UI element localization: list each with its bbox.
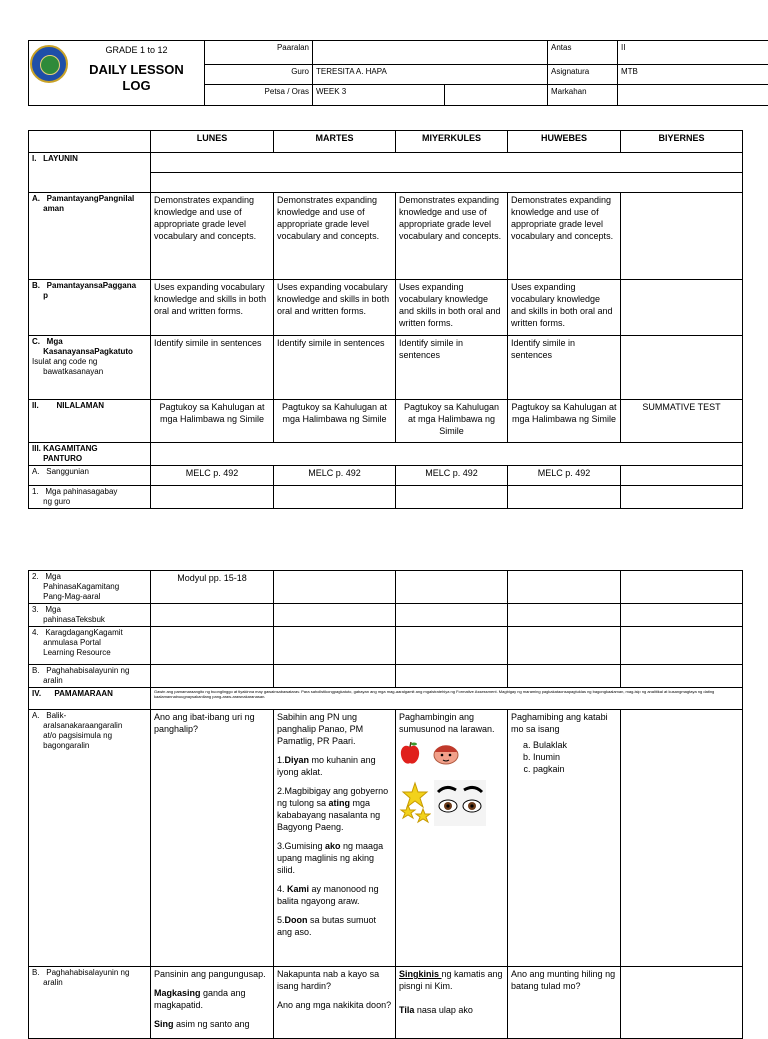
grade-range: GRADE 1 to 12 bbox=[69, 44, 204, 56]
other-resources-label: B. Paghahabisalayunin ng aralin bbox=[29, 665, 151, 688]
learner-materials-fri bbox=[621, 571, 743, 604]
grade-level-label: Antas bbox=[548, 41, 618, 65]
review-tue-item-3: 3.Gumising ako ng maaga upang maglinis ng aking silid. bbox=[277, 840, 392, 876]
textbook-label: 3. Mga pahinasaTeksbuk bbox=[29, 604, 151, 627]
competency-label bbox=[29, 336, 151, 400]
review-thu bbox=[508, 710, 621, 967]
lr-portal-tue bbox=[274, 627, 396, 665]
review-tue-item-2: 2.Magbibigay ang gobyerno ng tulong sa ating mga kababayang nasalanta ng Bagyong Paeng. bbox=[277, 785, 392, 833]
references-fri bbox=[621, 466, 743, 486]
content-standard-mon: Demonstrates expanding knowledge and use of appropriate grade level vocabulary and concepts. bbox=[151, 193, 274, 280]
other-resources-wed bbox=[396, 665, 508, 688]
learner-materials-thu bbox=[508, 571, 621, 604]
date-label: Petsa / Oras bbox=[205, 85, 313, 106]
purpose-wed-2: Tila nasa ulap ako bbox=[399, 1004, 504, 1016]
teacher-guide-mon bbox=[151, 486, 274, 509]
school-value bbox=[313, 41, 548, 65]
apple-icon bbox=[399, 741, 421, 765]
textbook-tue bbox=[274, 604, 396, 627]
content-standard-fri bbox=[621, 193, 743, 280]
teacher-value: TERESITA A. HAPA bbox=[313, 64, 548, 85]
competency-fri bbox=[621, 336, 743, 400]
purpose-tue-2: Ano ang mga nakikita doon? bbox=[277, 999, 392, 1011]
teacher-guide-tue bbox=[274, 486, 396, 509]
purpose-mon bbox=[151, 967, 274, 1039]
content-fri: SUMMATIVE TEST bbox=[621, 400, 743, 443]
performance-standard-fri bbox=[621, 280, 743, 336]
lr-portal-label: 4. KaragdagangKagamit anmulasa Portal Learning Resource bbox=[29, 627, 151, 665]
content-wed: Pagtukoy sa Kahulugan at mga Halimbawa ng Simile bbox=[396, 400, 508, 443]
performance-standard-label: B. PamantayansaPaggana p bbox=[29, 280, 151, 336]
resources-value bbox=[151, 443, 743, 466]
review-tue-intro: Sabihin ang PN ung panghalip Panao, PM Pamatlig, PR Paari. bbox=[277, 711, 392, 747]
purpose-tue bbox=[274, 967, 396, 1039]
content-standard-thu: Demonstrates expanding knowledge and use of appropriate grade level vocabulary and concepts. bbox=[508, 193, 621, 280]
lr-portal-fri bbox=[621, 627, 743, 665]
list-item: b. Inumin bbox=[533, 751, 617, 763]
content-standard-label: A. PamantayangPangnilal aman bbox=[29, 193, 151, 280]
date-extra bbox=[445, 85, 548, 106]
purpose-tue-1: Nakapunta nab a kayo sa isang hardin? bbox=[277, 968, 392, 992]
review-mon: Ano ang ibat-ibang uri ng panghalip? bbox=[151, 710, 274, 967]
review-tue bbox=[274, 710, 396, 967]
doc-title-line2: LOG bbox=[69, 78, 204, 94]
competency-mon: Identify simile in sentences bbox=[151, 336, 274, 400]
day-tuesday: MARTES bbox=[274, 131, 396, 153]
procedure-label: IV. PAMAMARAAN bbox=[29, 688, 151, 710]
lr-portal-thu bbox=[508, 627, 621, 665]
review-fri bbox=[621, 710, 743, 967]
purpose-mon-intro: Pansinin ang pangungusap. bbox=[154, 968, 270, 980]
purpose-mon-1: Magkasing ganda ang magkapatid. bbox=[154, 987, 270, 1011]
content-mon: Pagtukoy sa Kahulugan at mga Halimbawa ng Simile bbox=[151, 400, 274, 443]
textbook-mon bbox=[151, 604, 274, 627]
list-item: a. Bulaklak bbox=[533, 739, 617, 751]
review-wed-images-row2 bbox=[399, 779, 504, 827]
lr-portal-wed bbox=[396, 627, 508, 665]
content-standard-wed: Demonstrates expanding knowledge and use of appropriate grade level vocabulary and concepts. bbox=[396, 193, 508, 280]
review-wed-text: Paghambingin ang sumusunod na larawan. bbox=[399, 711, 504, 735]
date-value: WEEK 3 bbox=[313, 85, 445, 106]
content-label: II. NILALAMAN bbox=[29, 400, 151, 443]
teacher-label: Guro bbox=[205, 64, 313, 85]
day-monday: LUNES bbox=[151, 131, 274, 153]
performance-standard-thu: Uses expanding vocabulary knowledge and skills in both oral and written forms. bbox=[508, 280, 621, 336]
day-thursday: HUWEBES bbox=[508, 131, 621, 153]
purpose-fri bbox=[621, 967, 743, 1039]
learner-materials-wed bbox=[396, 571, 508, 604]
procedure-note: Gawin ang pamamaraangito ng buonglinggo at tiyakinna may gawainsabawatarav. Para sahollstikongpagkatuto, gabayan ang mga mag-aaralgamit ang mgalstratehiya ng Formative Assessment. Magbigay ng maraming pagkakataonsapagtuklas ng bagongkaalaman, mag-isip ng analitikal at kusangmagtaya ng dating kaalamannainuugnaysakanilang pang-araw-arawnakaranasan. bbox=[151, 688, 743, 710]
references-mon: MELC p. 492 bbox=[151, 466, 274, 486]
other-resources-tue bbox=[274, 665, 396, 688]
layunin-value bbox=[151, 153, 743, 173]
textbook-wed bbox=[396, 604, 508, 627]
competency-label-note: Isulat ang code ng bawatkasanayan bbox=[32, 357, 147, 377]
content-thu: Pagtukoy sa Kahulugan at mga Halimbawa ng Simile bbox=[508, 400, 621, 443]
learner-materials-label: 2. Mga PahinasaKagamitang Pang-Mag-aaral bbox=[29, 571, 151, 604]
grade-level-value: II bbox=[618, 41, 768, 65]
quarter-label: Markahan bbox=[548, 85, 618, 106]
review-thu-list bbox=[511, 739, 617, 775]
review-tue-item-1: 1.Diyan mo kuhanin ang iyong aklat. bbox=[277, 754, 392, 778]
subject-label: Asignatura bbox=[548, 64, 618, 85]
performance-standard-wed: Uses expanding vocabulary knowledge and skills in both oral and written forms. bbox=[396, 280, 508, 336]
teacher-guide-label: 1. Mga pahinasagabay ng guro bbox=[29, 486, 151, 509]
references-thu: MELC p. 492 bbox=[508, 466, 621, 486]
purpose-thu: Ano ang munting hiling ng batang tulad mo? bbox=[508, 967, 621, 1039]
performance-standard-tue: Uses expanding vocabulary knowledge and skills in both oral and written forms. bbox=[274, 280, 396, 336]
learner-materials-mon: Modyul pp. 15-18 bbox=[151, 571, 274, 604]
teacher-guide-fri bbox=[621, 486, 743, 509]
other-resources-mon bbox=[151, 665, 274, 688]
competency-tue: Identify simile in sentences bbox=[274, 336, 396, 400]
header-logo-cell bbox=[29, 41, 205, 106]
lesson-table-part2 bbox=[28, 570, 743, 1039]
review-thu-text: Paghamibing ang katabi mo sa isang bbox=[511, 711, 617, 735]
other-resources-fri bbox=[621, 665, 743, 688]
quarter-value bbox=[618, 85, 768, 106]
review-label: A. Balik- aralsanakaraangaralin at/o pagsisimula ng bagongaralin bbox=[29, 710, 151, 967]
teacher-guide-wed bbox=[396, 486, 508, 509]
competency-thu: Identify simile in sentences bbox=[508, 336, 621, 400]
references-tue: MELC p. 492 bbox=[274, 466, 396, 486]
performance-standard-mon: Uses expanding vocabulary knowledge and skills in both oral and written forms. bbox=[151, 280, 274, 336]
header-table bbox=[28, 40, 768, 106]
teacher-guide-thu bbox=[508, 486, 621, 509]
other-resources-thu bbox=[508, 665, 621, 688]
layunin-label: I. LAYUNIN bbox=[29, 153, 151, 193]
doc-title-line1: DAILY LESSON bbox=[69, 62, 204, 78]
purpose-wed bbox=[396, 967, 508, 1039]
corner-cell bbox=[29, 131, 151, 153]
references-wed: MELC p. 492 bbox=[396, 466, 508, 486]
competency-wed: Identify simile in sentences bbox=[396, 336, 508, 400]
day-wednesday: MIYERKULES bbox=[396, 131, 508, 153]
lesson-table-part1 bbox=[28, 130, 743, 509]
subject-value: MTB bbox=[618, 64, 768, 85]
eyes-icon bbox=[434, 780, 486, 826]
competency-label-title: C. Mga KasanayansaPagkatuto bbox=[32, 337, 147, 357]
review-tue-item-4: 4. Kami ay manonood ng balita ngayong araw. bbox=[277, 883, 392, 907]
face-icon bbox=[432, 741, 460, 765]
learner-materials-tue bbox=[274, 571, 396, 604]
purpose-label: B. Paghahabisalayunin ng aralin bbox=[29, 967, 151, 1039]
review-wed bbox=[396, 710, 508, 967]
purpose-wed-1: Singkinis ng kamatis ang pisngi ni Kim. bbox=[399, 968, 504, 992]
content-tue: Pagtukoy sa Kahulugan at mga Halimbawa ng Simile bbox=[274, 400, 396, 443]
list-item: c. pagkain bbox=[533, 763, 617, 775]
textbook-fri bbox=[621, 604, 743, 627]
resources-label: III. KAGAMITANG PANTURO bbox=[29, 443, 151, 466]
review-tue-item-5: 5.Doon sa butas sumuot ang aso. bbox=[277, 914, 392, 938]
purpose-mon-2: Sing asim ng santo ang bbox=[154, 1018, 270, 1030]
content-standard-tue: Demonstrates expanding knowledge and use of appropriate grade level vocabulary and concepts. bbox=[274, 193, 396, 280]
layunin-value-2 bbox=[151, 173, 743, 193]
deped-seal-icon bbox=[30, 45, 68, 83]
lr-portal-mon bbox=[151, 627, 274, 665]
review-wed-images-row1 bbox=[399, 741, 504, 765]
school-label: Paaralan bbox=[205, 41, 313, 65]
references-label: A. Sanggunian bbox=[29, 466, 151, 486]
stars-icon bbox=[399, 779, 431, 827]
textbook-thu bbox=[508, 604, 621, 627]
day-friday: BIYERNES bbox=[621, 131, 743, 153]
